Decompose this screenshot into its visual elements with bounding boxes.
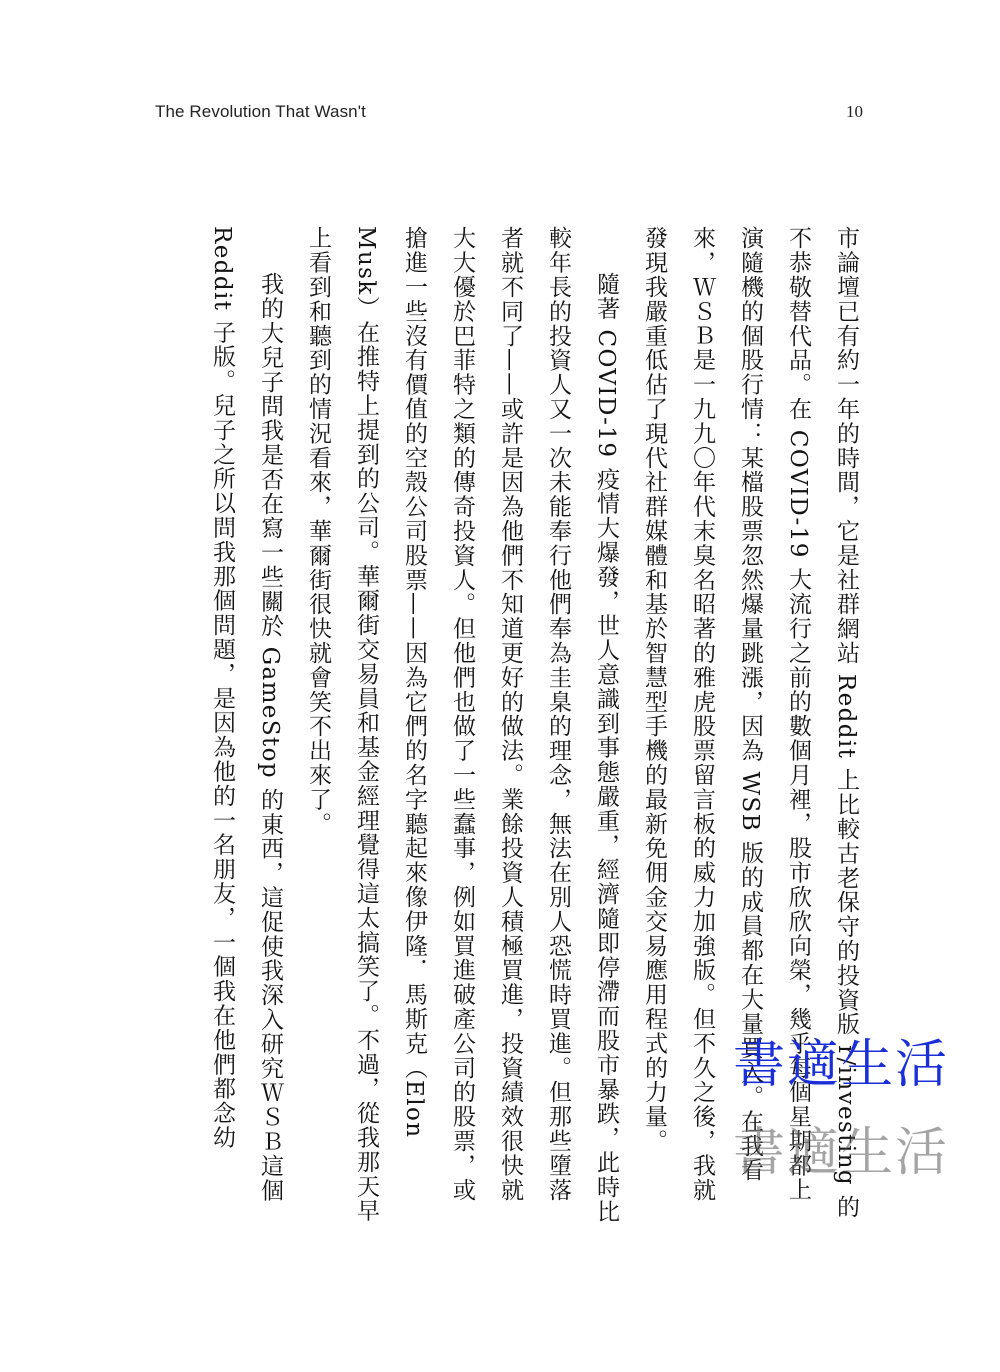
paragraph: 隨著 COVID-19 疫情大爆發，世人意識到事態嚴重，經濟隨即停滯而股市暴跌，此時比較年長的投資人又一次未能奉行他們奉為圭臬的理念，無法在別人恐慌時買進。但那些墮落者就不同了——或許是因為他們不知道更好的做法。業餘投資人積極買進，投資績效很快就大大優於巴菲特之類的傳奇投資人。但他們也做了一些蠢事，例如買進破產公司的股票，或搶進一些沒有價值的空殼公司股票——因為它們的名字聽起來像伊隆．馬斯克（Elon Musk）在推特上提到的公司。華爾街交易員和基金經理覺得這太搞笑了。不過，從我那天早上看到和聽到的情況看來，華爾街很快就會笑不出來了。	[305, 226, 619, 1224]
running-header-title: The Revolution That Wasn't	[155, 102, 366, 121]
page-number: 10	[846, 102, 863, 121]
watermark-blue: 書適生活	[733, 1035, 950, 1095]
paragraph: 我的大兒子問我是否在寫一些關於 GameStop 的東西，這促使我深入研究ＷＳＢ這個 Reddit 子版。兒子之所以問我那個問題，是因為他的一名朋友，一個我在他們都念幼	[209, 226, 283, 1203]
watermark-gray: 書適生活	[733, 1123, 950, 1183]
paragraph-continued: 市論壇已有約一年的時間，它是社群網站 Reddit 上比較古老保守的投資版 r/investing 的不恭敬替代品。在 COVID-19 大流行之前的數個月裡，股市欣欣向榮，幾乎每個星期都上演隨機的個股行情：某檔股票忽然爆量跳漲，因為 WSB 版的成員都在大量買入。在我看來，ＷＳＢ是一九九〇年代末臭名昭著的雅虎股票留言板的威力加強版。但不久之後，我就發現我嚴重低估了現代社群媒體和基於智慧型手機的最新免佣金交易應用程式的力量。	[641, 226, 859, 1220]
